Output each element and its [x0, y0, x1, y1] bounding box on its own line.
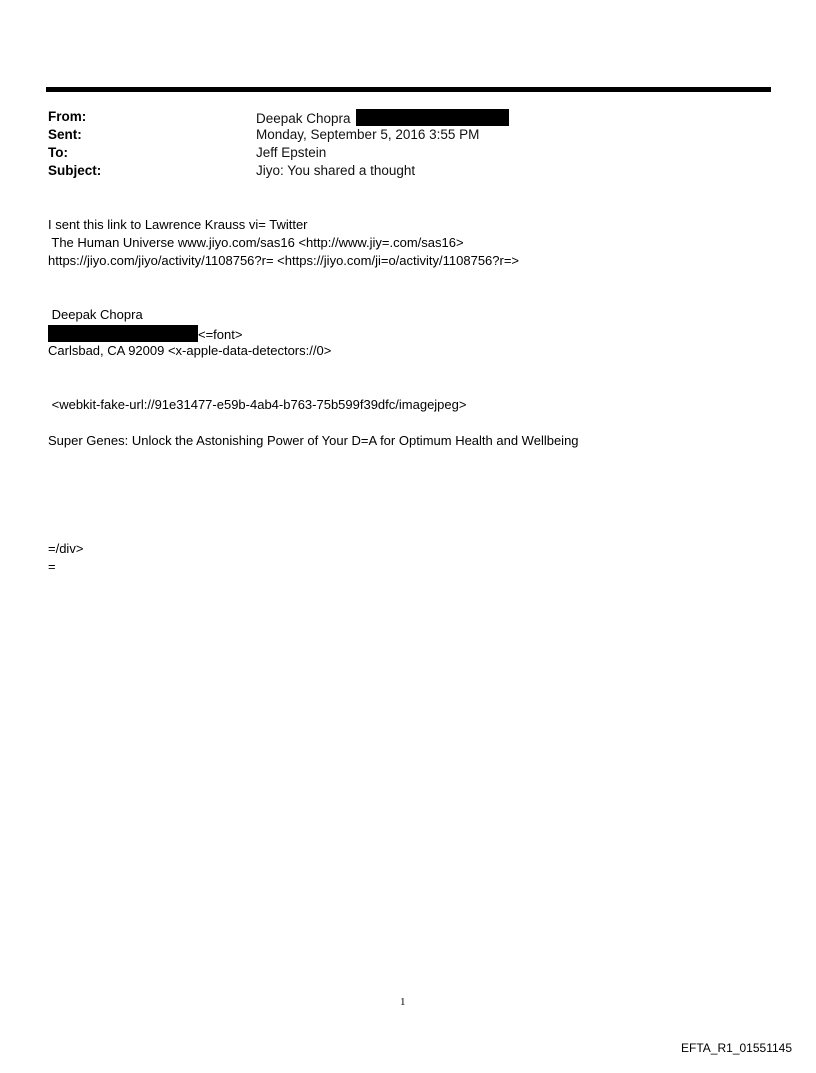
signature-line — [48, 325, 242, 342]
super-genes-line: Super Genes: Unlock the Astonishing Power of Your D=A for Optimum Health and Wellbeing — [48, 433, 579, 448]
redaction-block — [356, 109, 509, 126]
redaction-block — [48, 325, 198, 342]
body-line-2: The Human Universe www.jiyo.com/sas16 <http://www.jiy=.com/sas16> — [48, 235, 464, 250]
header-rule — [46, 87, 771, 92]
font-tag: <=font> — [198, 327, 243, 342]
div-close-line: =/div> — [48, 541, 84, 556]
to-value: Jeff Epstein — [256, 145, 327, 160]
webkit-url-line: <webkit-fake-url://91e31477-e59b-4ab4-b763-75b599f39dfc/imagejpeg> — [48, 397, 467, 412]
subject-value: Jiyo: You shared a thought — [256, 163, 416, 178]
from-label: From: — [48, 109, 87, 124]
bates-number: EFTA_R1_01551145 — [681, 1041, 792, 1055]
from-name: Deepak Chopra — [256, 111, 351, 126]
address-line: Carlsbad, CA 92009 <x-apple-data-detectors://0> — [48, 343, 332, 358]
from-value — [256, 109, 509, 126]
to-label: To: — [48, 145, 68, 160]
subject-label: Subject: — [48, 163, 102, 178]
body-line-3: https://jiyo.com/jiyo/activity/1108756?r= <https://jiyo.com/ji=o/activity/1108756?r=> — [48, 253, 520, 268]
equals-line: = — [48, 559, 56, 574]
sent-value: Monday, September 5, 2016 3:55 PM — [256, 127, 480, 142]
signature-name: Deepak Chopra — [48, 307, 143, 322]
sent-label: Sent: — [48, 127, 82, 142]
page-number: 1 — [400, 996, 406, 1008]
body-line-1: I sent this link to Lawrence Krauss vi= Twitter — [48, 217, 308, 232]
